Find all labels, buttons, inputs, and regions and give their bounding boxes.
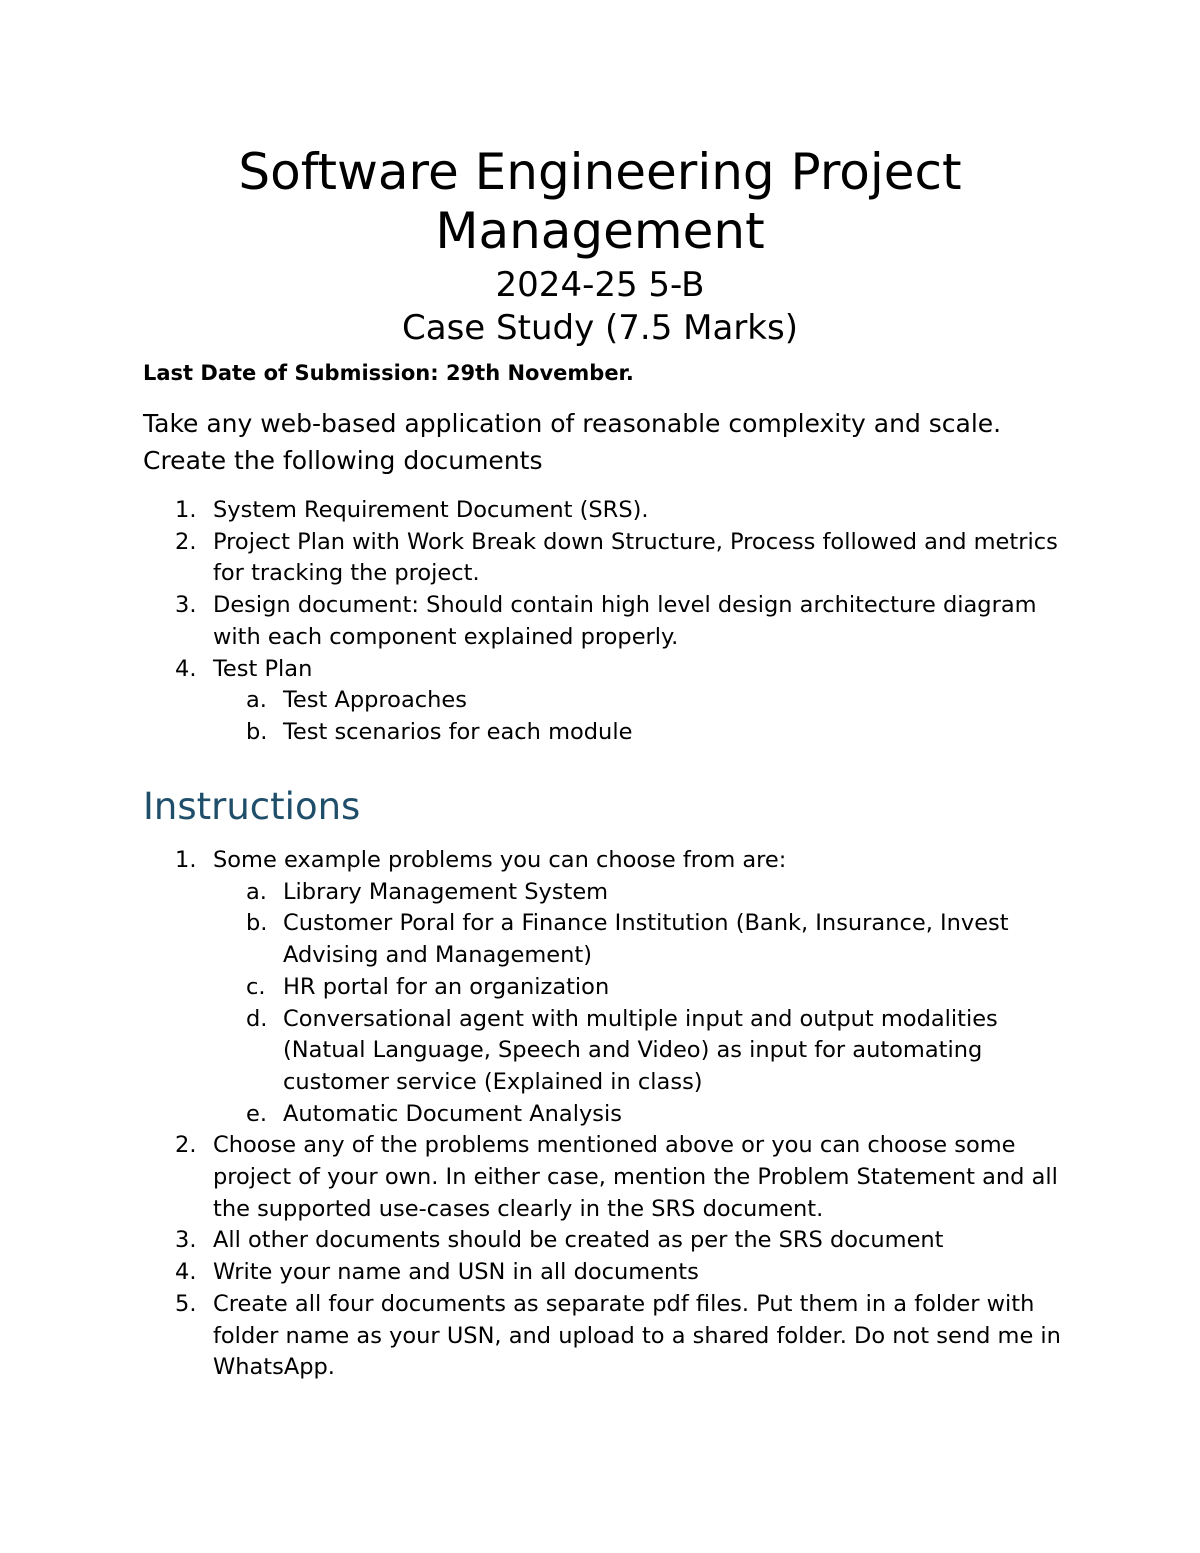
list-marker: 2. <box>175 528 197 555</box>
list-sub-item <box>143 685 1083 717</box>
list-marker: 1. <box>175 497 197 523</box>
submission-deadline: Last Date of Submission: 29th November. <box>143 361 634 385</box>
list-item-text: Library Management System <box>283 878 609 905</box>
list-sub-item <box>143 972 1083 1004</box>
instructions-heading: Instructions <box>143 785 361 828</box>
list-item-text: Test scenarios for each module <box>283 718 633 745</box>
list-item <box>143 527 1083 590</box>
term-label: 2024-25 5-B <box>495 265 705 305</box>
list-marker: 3. <box>175 592 197 619</box>
list-item-text: Write your name and USN in all documents <box>213 1259 699 1286</box>
list-marker: 1. <box>175 847 197 873</box>
list-item-text: Automatic Document Analysis <box>283 1100 622 1127</box>
intro-paragraph: Take any web-based application of reasonable complexity and scale. Create the following documents <box>143 409 1002 475</box>
list-item-text: Customer Poral for a Finance Institution (Bank, Insurance, Invest Advising and Management) <box>283 910 1009 969</box>
list-item-text: Test Plan <box>213 655 313 682</box>
list-item <box>143 654 1083 686</box>
list-item-text: Create all four documents as separate pdf files. Put them in a folder with folder name as your USN, and upload to a shared folder. Do not send me in WhatsApp. <box>213 1290 1061 1381</box>
list-marker: 2. <box>175 1132 197 1159</box>
list-item-text: All other documents should be created as per the SRS document <box>213 1227 944 1254</box>
list-sub-item <box>143 877 1083 909</box>
list-sub-item <box>143 908 1083 971</box>
list-marker: d. <box>246 1005 268 1032</box>
list-sub-item <box>143 1004 1083 1099</box>
list-item-text: Test Approaches <box>283 687 467 714</box>
list-marker: a. <box>246 687 267 714</box>
list-marker: 4. <box>175 655 197 682</box>
list-item-text: System Requirement Document (SRS). <box>213 497 649 523</box>
list-sub-item <box>143 1099 1083 1131</box>
instructions-list <box>143 845 1083 1384</box>
document-title-line-2: Management <box>435 202 765 260</box>
list-marker: c. <box>246 973 266 1000</box>
list-sub-item <box>143 717 1083 749</box>
list-item <box>143 1130 1083 1225</box>
list-marker: a. <box>246 878 267 905</box>
list-item-text: Conversational agent with multiple input and output modalities (Natual Language, Speech and Video) as input for automating customer service (Explained in class) <box>283 1005 998 1095</box>
list-marker: b. <box>246 910 268 937</box>
requirements-list <box>143 495 1083 749</box>
list-item <box>143 1289 1083 1384</box>
list-marker: 3. <box>175 1227 197 1254</box>
list-item <box>143 495 1083 527</box>
list-item-text: Design document: Should contain high level design architecture diagram with each component explained properly. <box>213 592 1037 650</box>
list-item <box>143 845 1083 877</box>
document-title-line-1: Software Engineering Project <box>238 143 962 201</box>
list-item <box>143 1257 1083 1289</box>
list-item-text: Choose any of the problems mentioned above or you can choose some project of your own. In either case, mention the Problem Statement and all the supported use-cases clearly in the SRS document. <box>213 1132 1058 1222</box>
case-study-label: Case Study (7.5 Marks) <box>402 308 798 348</box>
list-marker: 5. <box>175 1290 197 1317</box>
list-item <box>143 1225 1083 1257</box>
list-item <box>143 590 1083 653</box>
list-marker: b. <box>246 718 268 745</box>
list-marker: 4. <box>175 1259 197 1286</box>
list-item-text: Project Plan with Work Break down Structure, Process followed and metrics for tracking the project. <box>213 528 1058 587</box>
list-marker: e. <box>246 1100 267 1127</box>
list-item-text: Some example problems you can choose from are: <box>213 847 787 873</box>
list-item-text: HR portal for an organization <box>283 973 610 1000</box>
